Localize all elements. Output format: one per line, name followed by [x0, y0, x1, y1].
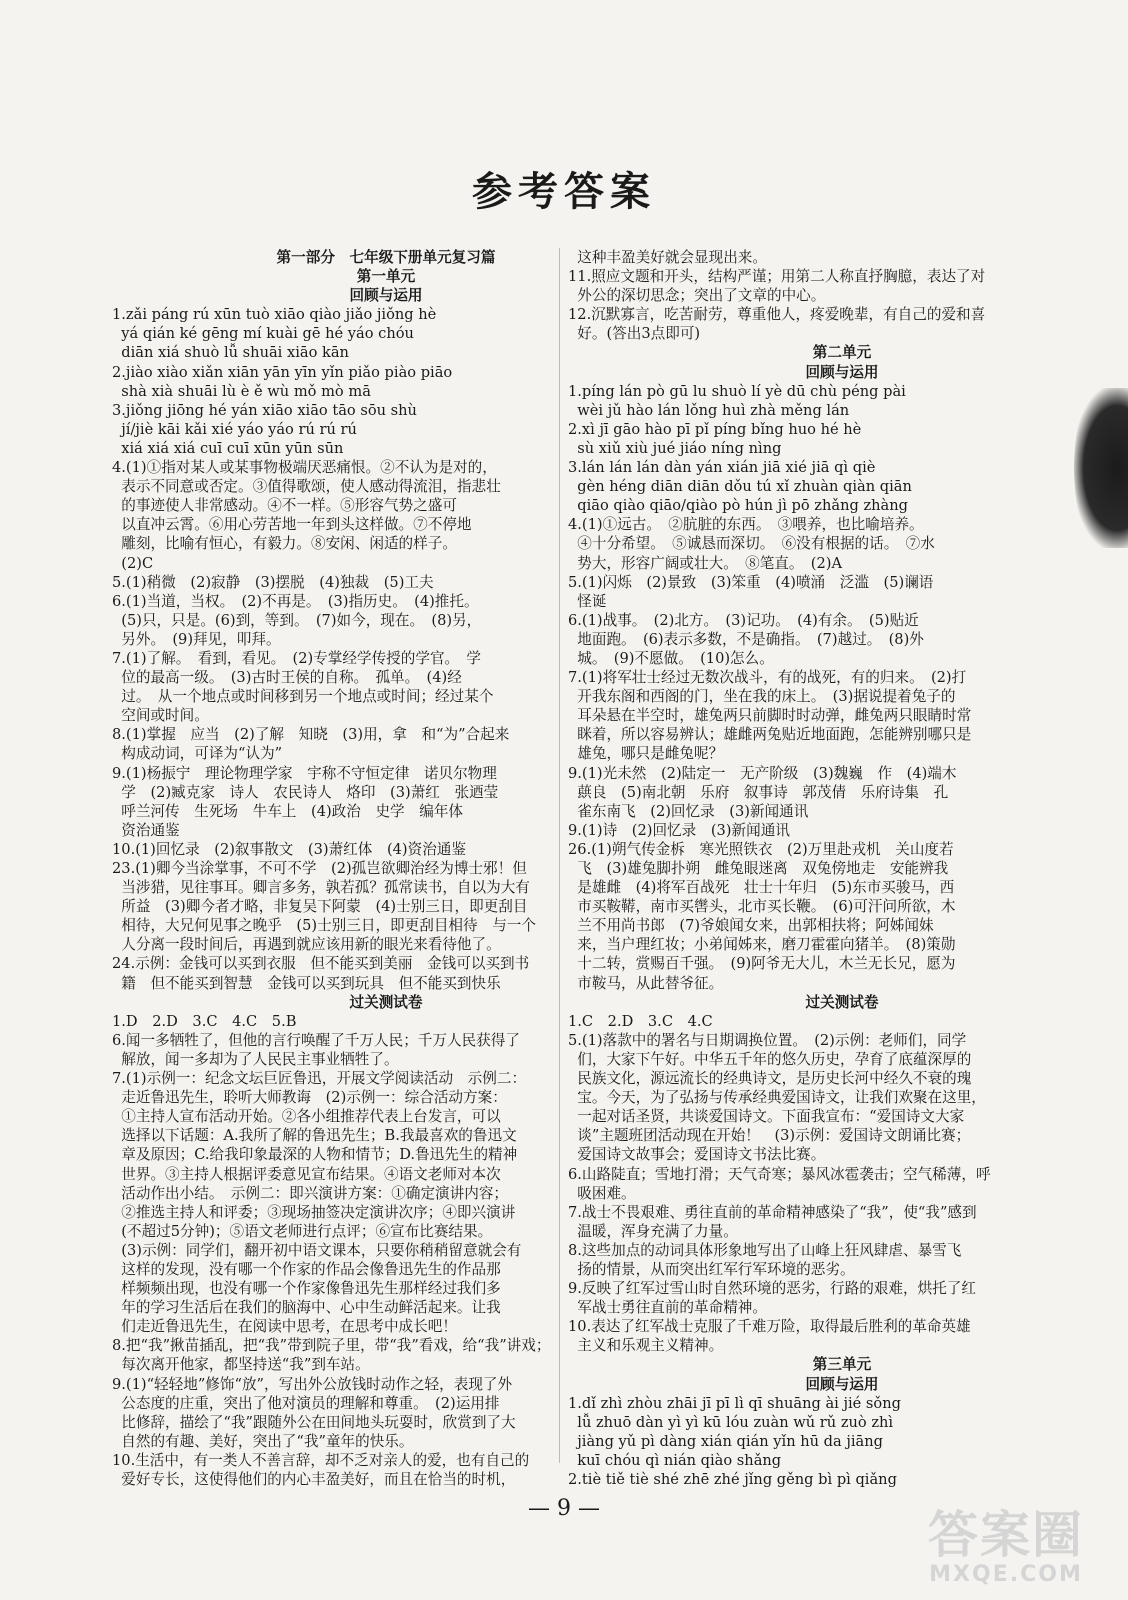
- answer-line: 走近鲁迅先生，聆听大师教诲 (2)示例一：综合活动方案：: [112, 1089, 507, 1107]
- answer-line: 自然的有趣、美好，突出了“我”童年的快乐。: [112, 1432, 414, 1450]
- answer-line: 民族文化，源远流长的经典诗文，是历史长河中经久不衰的瑰: [568, 1070, 972, 1088]
- section-heading: 回顾与运用: [805, 1375, 879, 1393]
- ink-blot: [1074, 388, 1128, 548]
- answer-line: ①主持人宣布活动开始。②各小组推荐代表上台发言，可以: [112, 1108, 501, 1126]
- answer-line: 城。 (9)不愿做。 (10)怎么。: [568, 649, 774, 667]
- answer-line: 5.(1)落款中的署名与日期调换位置。 (2)示例：老师们，同学: [568, 1031, 967, 1049]
- answer-line: 爱好专长，这使得他们的内心丰盈美好，而且在恰当的时机，: [112, 1471, 516, 1488]
- section-heading: 第三单元: [812, 1356, 872, 1374]
- answer-line: 学 (2)臧克家 诗人 农民诗人 烙印 (3)萧红 张迺莹: [112, 783, 499, 801]
- answer-line: 4.(1)①远古。 ②肮脏的东西。 ③喂养，也比喻培养。: [568, 516, 924, 534]
- answer-line: 眯着，所以容易辨认；雄雌两兔贴近地面跑，怎能辨别哪只是: [568, 726, 972, 744]
- answer-line: 样频频出现，也没有哪一个作家像鲁迅先生那样经过我们多: [112, 1280, 501, 1298]
- answer-line: 所益 (3)卿今者才略，非复吴下阿蒙 (4)士别三日，即更刮目: [112, 898, 528, 916]
- watermark-logo-text: 答案圈: [928, 1506, 1084, 1564]
- answer-line: 章及原因；C.给我印象最深的人物和情节；D.鲁迅先生的精神: [112, 1146, 518, 1164]
- answer-line: 10.生活中，有一类人不善言辞，却不乏对亲人的爱，也有自己的: [112, 1451, 530, 1469]
- answer-line: 雀东南飞 (2)回忆录 (3)新闻通讯: [568, 802, 809, 820]
- answer-line: jiàng yǔ pì dàng xián qián yǐn hū da jiāng: [568, 1432, 883, 1450]
- answer-line: 十二转，赏赐百千强。 (9)阿爷无大儿，木兰无长兄，愿为: [568, 955, 956, 973]
- answer-line: 3.jiǒng jiōng hé yán xiāo xiāo tāo sōu shù: [112, 401, 417, 419]
- answer-line: 们走近鲁迅先生，在阅读中思考，在思考中成长吧！: [112, 1318, 457, 1336]
- answer-line: 6.闻一多牺牲了，但他的言行唤醒了千万人民；千万人民获得了: [112, 1031, 520, 1049]
- answer-line: 市鞍马，从此替爷征。: [568, 974, 724, 992]
- answer-line: 8.把“我”揪苗插乱，把“我”带到院子里，带“我”看戏，给“我”讲戏；: [112, 1337, 551, 1355]
- answer-line: 飞 (3)雄兔脚扑朔 雌兔眼迷离 双兔傍地走 安能辨我: [568, 860, 949, 877]
- column-divider: [559, 248, 560, 1463]
- answer-line: 宝。今天，为了弘扬与传承经典爱国诗文，让我们欢聚在这里，: [568, 1089, 986, 1107]
- answer-line: 构成动词，可译为“认为”: [112, 745, 283, 763]
- answer-line: 9.(1)“轻轻地”修饰“放”，写出外公放钱时动作之轻，表现了外: [112, 1375, 513, 1393]
- answer-line: 雕刻，比喻有恒心，有毅力。⑧安闲、闲适的样子。: [112, 535, 457, 553]
- answer-line: 来，当户理红妆；小弟闻姊来，磨刀霍霍向猪羊。 (8)策勋: [568, 936, 956, 954]
- answer-line: 势大，形容广阔或壮大。 ⑧笔直。 (2)A: [568, 554, 842, 572]
- answer-line: 11.照应文题和开头，结构严谨；用第二人称直抒胸臆，表达了对: [568, 268, 986, 286]
- answer-line: lǚ zhuō dàn yì yì kū lóu zuàn wǔ rǔ zuò zhì: [568, 1413, 894, 1431]
- answer-line: 1.C 2.D 3.C 4.C: [568, 1012, 713, 1030]
- answer-line: 选择以下话题：A.我所了解的鲁迅先生；B.我最喜欢的鲁迅文: [112, 1127, 517, 1145]
- answer-line: 军战士勇往直前的革命精神。: [568, 1299, 767, 1317]
- answer-line: 好。(答出3点即可): [568, 325, 701, 343]
- answer-line: 6.山路陡直；雪地打滑；天气奇寒；暴风冰雹袭击；空气稀薄，呼: [568, 1165, 991, 1183]
- answer-line: 这样的发现，没有哪一个作家的作品会像鲁迅先生的作品那: [112, 1260, 501, 1278]
- section-heading: 第二单元: [812, 344, 872, 362]
- answer-line: 空间或时间。: [112, 707, 209, 725]
- answer-line: 世界。③主持人根据评委意见宣布结果。④语文老师对本次: [112, 1165, 501, 1183]
- answer-line: 当涉猎，见往事耳。卿言多务，孰若孤？孤常读书，自以为大有: [112, 879, 530, 897]
- answer-line: 6.(1)战事。 (2)北方。 (3)记功。 (4)有余。 (5)贴近: [568, 611, 919, 629]
- answer-line: 2.jiào xiào xiǎn xiān yān yīn yǐn piǎo piào piāo: [112, 363, 453, 381]
- answer-line: 一起对话圣贤，共谈爱国诗文。下面我宣布：“爱国诗文大家: [568, 1108, 965, 1126]
- answer-line: 10.(1)回忆录 (2)叙事散文 (3)萧红体 (4)资治通鉴: [112, 840, 466, 858]
- answer-line: 比修辞，描绘了“我”跟随外公在田间地头玩耍时，欣赏到了大: [112, 1413, 516, 1431]
- answer-line: ④十分希望。 ⑤诚恳而深切。 ⑥没有根据的话。 ⑦水: [568, 535, 935, 553]
- answer-line: 过。 从一个地点或时间移到另一个地点或时间；经过某个: [112, 688, 494, 706]
- answer-line: (3)示例：同学们，翻开初中语文课本，只要你稍稍留意就会有: [112, 1241, 522, 1259]
- answer-line: gèn héng diān diān dǒu tú xǐ zhuàn qiàn qiān: [568, 478, 912, 496]
- answer-line: 籍 但不能买到智慧 金钱可以买到玩具 但不能买到快乐: [112, 974, 501, 992]
- answer-line: 们，大家下午好。中华五千年的悠久历史，孕育了底蕴深厚的: [568, 1050, 972, 1068]
- answer-line: 8.(1)掌握 应当 (2)了解 知晓 (3)用，拿 和“为”合起来: [112, 726, 510, 744]
- answer-line: 兰不用尚书郎 (7)爷娘闻女来，出郭相扶将；阿姊闻妹: [568, 917, 934, 935]
- site-watermark: [928, 1506, 1084, 1587]
- answer-line: 解放，闻一多却为了人民民主事业牺牲了。: [112, 1050, 399, 1068]
- answer-line: 资治通鉴: [112, 821, 180, 839]
- answer-line: 7.(1)了解。 看到，看见。 (2)专掌经学传授的学官。 学: [112, 649, 482, 667]
- answer-line: 位的最高一级。 (3)古时王侯的自称。 孤单。 (4)经: [112, 669, 462, 687]
- answer-line: 24.示例：金钱可以买到衣服 但不能买到美丽 金钱可以买到书: [112, 955, 530, 973]
- answer-line: jí/jiè kāi kǎi xié yáo yáo rú rú rú: [112, 420, 357, 438]
- answer-line: 2.tiè tiě tiè shé zhē zhé jǐng gěng bì pì qiǎng: [568, 1471, 897, 1488]
- answer-line: 谈”主题班团活动现在开始！ (3)示例：爱国诗文朗诵比赛；: [568, 1127, 971, 1145]
- answer-line: 1.zǎi páng rú xūn tuò xiāo qiào jiǎo jiǒng hè: [112, 306, 437, 324]
- answer-line: 7.战士不畏艰难、勇往直前的革命精神感染了“我”，使“我”感到: [568, 1203, 977, 1221]
- answer-line: 7.(1)将军壮士经过无数次战斗，有的战死，有的归来。 (2)打: [568, 669, 967, 687]
- answer-line: 地面跑。 (6)表示多数，不是确指。 (7)越过。 (8)外: [568, 630, 924, 648]
- watermark-url: MXQE.COM: [929, 1562, 1083, 1587]
- answer-line: (5)只，只是。(6)到，等到。 (7)如今，现在。 (8)另，: [112, 611, 482, 629]
- answer-line: 爱国诗文故事会；爱国诗文书法比赛。: [568, 1146, 826, 1164]
- answer-line: kuī chóu qì nián qiào shǎng: [568, 1451, 782, 1469]
- answer-line: 吸困难。: [568, 1184, 636, 1202]
- answer-line: 3.lán lán lán dàn yán xián jiā xié jiā qì qiè: [568, 459, 876, 477]
- answer-line: 6.(1)当道，当权。 (2)不再是。 (3)指历史。 (4)推托。: [112, 592, 479, 610]
- answer-line: 雄兔，哪只是雌兔呢？: [568, 745, 724, 763]
- answer-line: 人分离一段时间后，再遇到就应该用新的眼光来看待他了。: [112, 936, 501, 954]
- answer-line: 12.沉默寡言，吃苦耐劳，尊重他人，疼爱晚辈，有自己的爱和喜: [568, 306, 986, 324]
- answer-line: 23.(1)卿今当涂掌事，不可不学 (2)孤岂欲卿治经为博士邪！但: [112, 860, 527, 877]
- answer-line: 公态度的庄重，突出了他对演员的理解和尊重。 (2)运用排: [112, 1394, 500, 1412]
- answer-line: 另外。 (9)拜见，叩拜。: [112, 630, 281, 648]
- answer-line: 的事迹使人非常感动。④不一样。⑤形容气势之盛可: [112, 497, 457, 515]
- answer-line: 温暖，浑身充满了力量。: [568, 1222, 738, 1240]
- answer-line: 扬的情景，从而突出红军行军环境的恶劣。: [568, 1260, 855, 1278]
- section-heading: 过关测试卷: [349, 993, 423, 1011]
- answer-line: 1.D 2.D 3.C 4.C 5.B: [112, 1012, 297, 1030]
- answer-line: 9.(1)诗 (2)回忆录 (3)新闻通讯: [568, 821, 790, 839]
- answer-line: (2)C: [112, 554, 154, 572]
- answer-line: 怪诞: [568, 592, 607, 610]
- answer-line: 10.表达了红军战士克服了千难万险，取得最后胜利的革命英雄: [568, 1318, 971, 1336]
- answer-line: 呼兰河传 生死场 牛车上 (4)政治 史学 编年体: [112, 802, 464, 820]
- answer-line: 5.(1)闪烁 (2)景致 (3)笨重 (4)喷涌 泛滥 (5)谰语: [568, 573, 934, 591]
- answer-line: 市买鞍鞯，南市买辔头，北市买长鞭。 (6)可汗问所欲，木: [568, 898, 956, 916]
- answer-line: 是雄雌 (4)将军百战死 壮士十年归 (5)东市买骏马，西: [568, 879, 955, 897]
- answer-line: 4.(1)①指对某人或某事物极端厌恶痛恨。②不认为是对的，: [112, 459, 497, 477]
- answer-line: 活动作出小结。 示例二：即兴演讲方案：①确定演讲内容；: [112, 1184, 509, 1202]
- answer-line: xiá xiá xiá cuī cuī xūn yūn sūn: [112, 439, 344, 457]
- answer-line: diān xiá shuò lǚ shuāi xiāo kān: [112, 344, 349, 362]
- answer-line: 9.(1)杨振宁 理论物理学家 宇称不守恒定律 诺贝尔物理: [112, 764, 497, 782]
- answer-line: 2.xì jī gāo hào pī pǐ píng bǐng huo hé hè: [568, 420, 862, 438]
- answer-line: 蕻良 (5)南北朝 乐府 叙事诗 郭茂倩 乐府诗集 孔: [568, 783, 949, 801]
- answer-line: shà xià shuāi lù è ě wù mǒ mò mā: [112, 382, 371, 400]
- answer-line: 主义和乐观主义精神。: [568, 1337, 724, 1355]
- section-heading: 第一单元: [356, 268, 416, 286]
- answer-line: 以直冲云霄。⑥用心劳苦地一年到头这样做。⑦不停地: [112, 516, 472, 534]
- answer-line: 表示不同意或否定。③值得歌颂，使人感动得流泪，指悲壮: [112, 478, 501, 496]
- answer-column-right: [568, 248, 1116, 1489]
- answer-line: wèi jǔ hào lán lǒng huì zhà měng lán: [568, 401, 850, 419]
- section-heading: 回顾与运用: [349, 287, 423, 305]
- answer-line: sù xiǔ xiù jué jiáo níng nìng: [568, 439, 782, 457]
- answer-line: 26.(1)朔气传金柝 寒光照铁衣 (2)万里赴戎机 关山度若: [568, 840, 954, 858]
- answer-line: 5.(1)稍微 (2)寂静 (3)摆脱 (4)独裁 (5)工夫: [112, 573, 434, 591]
- section-heading: 回顾与运用: [805, 363, 879, 381]
- answer-line: 8.这些加点的动词具体形象地写出了山峰上狂风肆虐、暴雪飞: [568, 1241, 962, 1259]
- answer-line: 这种丰盈美好就会显现出来。: [568, 249, 767, 266]
- answer-line: 年的学习生活后在我们的脑海中、心中生动鲜活起来。让我: [112, 1299, 501, 1317]
- answer-line: 1.dǐ zhì zhòu zhāi jī pī lì qī shuāng ài jié sǒng: [568, 1394, 901, 1412]
- answer-line: 相待，大兄何见事之晚乎 (5)士别三日，即更刮目相待 与一个: [112, 917, 536, 935]
- answer-line: 耳朵悬在半空时，雄兔两只前脚时时动弹，雌兔两只眼睛时常: [568, 707, 972, 725]
- answer-line: 1.píng lán pò gū lu shuò lí yè dū chù péng pài: [568, 382, 906, 400]
- page-title: 参考答案: [472, 168, 656, 215]
- answer-line: 9.反映了红军过雪山时自然环境的恶劣，行路的艰难，烘托了红: [568, 1280, 976, 1298]
- answer-line: qiāo qiào qiāo/qiào pò hún jì pō zhǎng zhàng: [568, 497, 908, 515]
- answer-line: 外公的深切思念；突出了文章的中心。: [568, 287, 826, 305]
- answer-line: 开我东阁和西阁的门，坐在我的床上。 (3)据说提着兔子的: [568, 688, 956, 706]
- answer-line: 每次离开他家，都坚持送“我”到车站。: [112, 1356, 370, 1374]
- answer-line: 9.(1)光未然 (2)陆定一 无产阶级 (3)魏巍 作 (4)端木: [568, 764, 957, 782]
- section-heading: 第一部分 七年级下册单元复习篇: [276, 249, 496, 266]
- page-number: — 9 —: [528, 1496, 600, 1521]
- answer-line: (不超过5分钟)；⑤语文老师进行点评；⑥宣布比赛结果。: [112, 1222, 493, 1240]
- answer-line: ②推选主持人和评委；③现场抽签决定演讲次序；④即兴演讲: [112, 1203, 516, 1221]
- section-heading: 过关测试卷: [805, 993, 879, 1011]
- answer-line: 7.(1)示例一：纪念文坛巨匠鲁迅，开展文学阅读活动 示例二：: [112, 1070, 527, 1088]
- answer-line: yá qián ké gēng mí kuài gē hé yáo chóu: [112, 325, 414, 343]
